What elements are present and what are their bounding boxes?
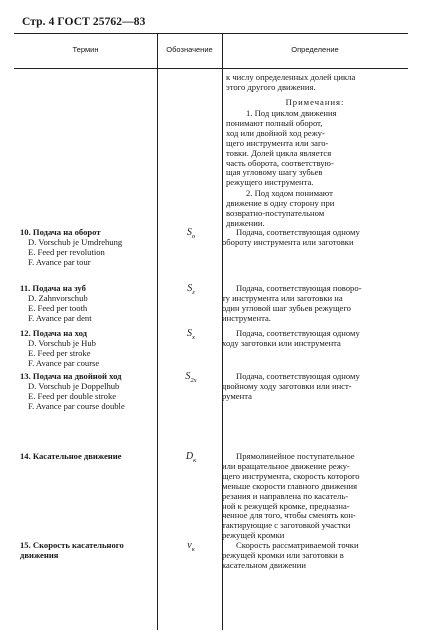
term-translation: D. Vorschub je Hub [28,337,96,348]
text-line: 1. Под циклом движения [246,108,337,118]
term-14 [20,452,154,462]
column-header-term: Термин [72,45,99,54]
text-line: румента [222,390,252,401]
text-line: касательном движении [222,559,306,570]
text-line: резания и направлена по касатель- [222,490,349,501]
text-line: понимают полный оборот, [226,117,323,128]
term-definition [222,452,406,541]
symbol-subscript: 2x [190,377,197,384]
text-line: Прямолинейное поступательное [236,451,355,461]
term-13 [20,372,154,412]
text-line: 2. Под ходом понимают [246,188,333,198]
term-definition [222,541,406,571]
text-line: щего инструмента или заго- [226,137,329,148]
table-header [14,34,408,69]
text-line: или вращательное движение режу- [222,460,350,471]
term-11 [20,284,154,324]
text-line: щая угловому шагу зубьев [226,167,323,178]
column-header-definition: Определение [291,45,339,54]
text-line: двойному ходу заготовки или инст- [222,380,352,391]
text-line: Подача, соответствующая одному [236,371,360,381]
continuation-text [226,73,404,93]
symbol-subscript: к [191,546,195,553]
text-line: движение в одну сторону при [226,197,335,208]
symbol-subscript: x [192,334,195,341]
symbol-letter: D [185,451,194,462]
term-translation: E. Feed per revolution [28,246,105,257]
term-translation: D. Zahnvorschub [28,292,88,303]
text-line: Подача, соответствующая одному [236,227,360,237]
text-line: ту инструмента или заготовки на [222,292,343,303]
text-line: один угловой шаг зубьев режущего [222,302,351,313]
term-title: 11. Подача на зуб [20,283,86,293]
term-symbol [164,371,218,384]
symbol-subscript: o [191,233,196,240]
term-title: 10. Подача на оборот [20,227,101,237]
text-line: ходу заготовки или инструмента [222,337,341,348]
symbol-letter: S [185,371,191,382]
term-definition [222,329,406,349]
term-translation: E. Feed per double stroke [28,390,117,401]
text-line: возвратно-поступательном [226,207,325,218]
page-header: Стр. 4 ГОСТ 25762—83 [22,16,146,28]
term-title: 13. Подача на двойной ход [20,371,122,381]
text-line: меньше скорости главного движения [222,480,358,491]
term-translation: F. Avance par course double [28,400,125,411]
text-line: Скорость рассматриваемой точки [236,540,359,550]
term-symbol [164,451,218,464]
term-translation: D. Vorschub je Doppelhub [28,380,120,391]
note-title-text: Примечания: [285,97,345,107]
term-definition [222,228,406,248]
symbol-subscript: z [192,289,195,296]
column-divider [157,34,158,630]
text-line: движении. [226,217,265,228]
symbol-letter: S [186,227,192,238]
terms-table [14,33,408,630]
term-12 [20,329,154,369]
text-line: ход или двойной ход режу- [226,127,325,138]
text-line: ченное для того, чтобы сменять кон- [222,510,356,521]
text-line: этого другого движения. [226,81,316,92]
symbol-subscript: к [193,457,197,464]
text-line: режущего инструмента. [226,177,314,188]
symbol-letter: S [187,283,193,294]
text-line: часть оборота, соответствую- [226,157,334,168]
text-line: режущей кромки или заготовки в [222,549,344,560]
term-10 [20,228,154,268]
text-line: инструмента. [222,312,271,323]
term-translation: F. Avance par tour [28,256,91,267]
symbol-letter: v [187,540,192,551]
text-line: Подача, соответствующая поворо- [236,283,362,293]
text-line: щего инструмента, скорость которого [222,470,360,481]
term-definition [222,284,406,324]
text-line: ной к режущей кромке, предназна- [222,500,350,511]
text-line: к числу определенных долей цикла [226,72,356,82]
term-translation: E. Feed per stroke [28,347,91,358]
term-title: 12. Подача на ход [20,328,87,338]
term-title: 14. Касательное движение [20,451,122,461]
term-symbol [164,328,218,341]
term-translation: F. Avance par dent [28,312,92,323]
term-symbol [164,283,218,296]
note-title [226,98,404,108]
text-line: режущей кромки [222,530,285,541]
term-translation: E. Feed per tooth [28,302,88,313]
term-definition [222,372,406,402]
term-title: 15. Скорость касательного движения [20,540,124,560]
text-line: товки. Долей цикла является [226,147,332,158]
text-line: Подача, соответствующая одному [236,328,360,338]
term-15 [20,541,154,561]
term-translation: F. Avance par course [28,357,100,368]
text-line: тактирующие с заготовкой участки [222,520,351,531]
text-line: обороту инструмента или заготовки [222,236,354,247]
term-translation: D. Vorschub je Umdrehung [28,236,123,247]
term-symbol [164,540,218,553]
term-symbol [164,227,218,240]
column-header-symbol: Обозначение [166,45,213,54]
note-2 [226,189,404,229]
symbol-letter: S [187,328,193,339]
note-1 [226,109,404,188]
